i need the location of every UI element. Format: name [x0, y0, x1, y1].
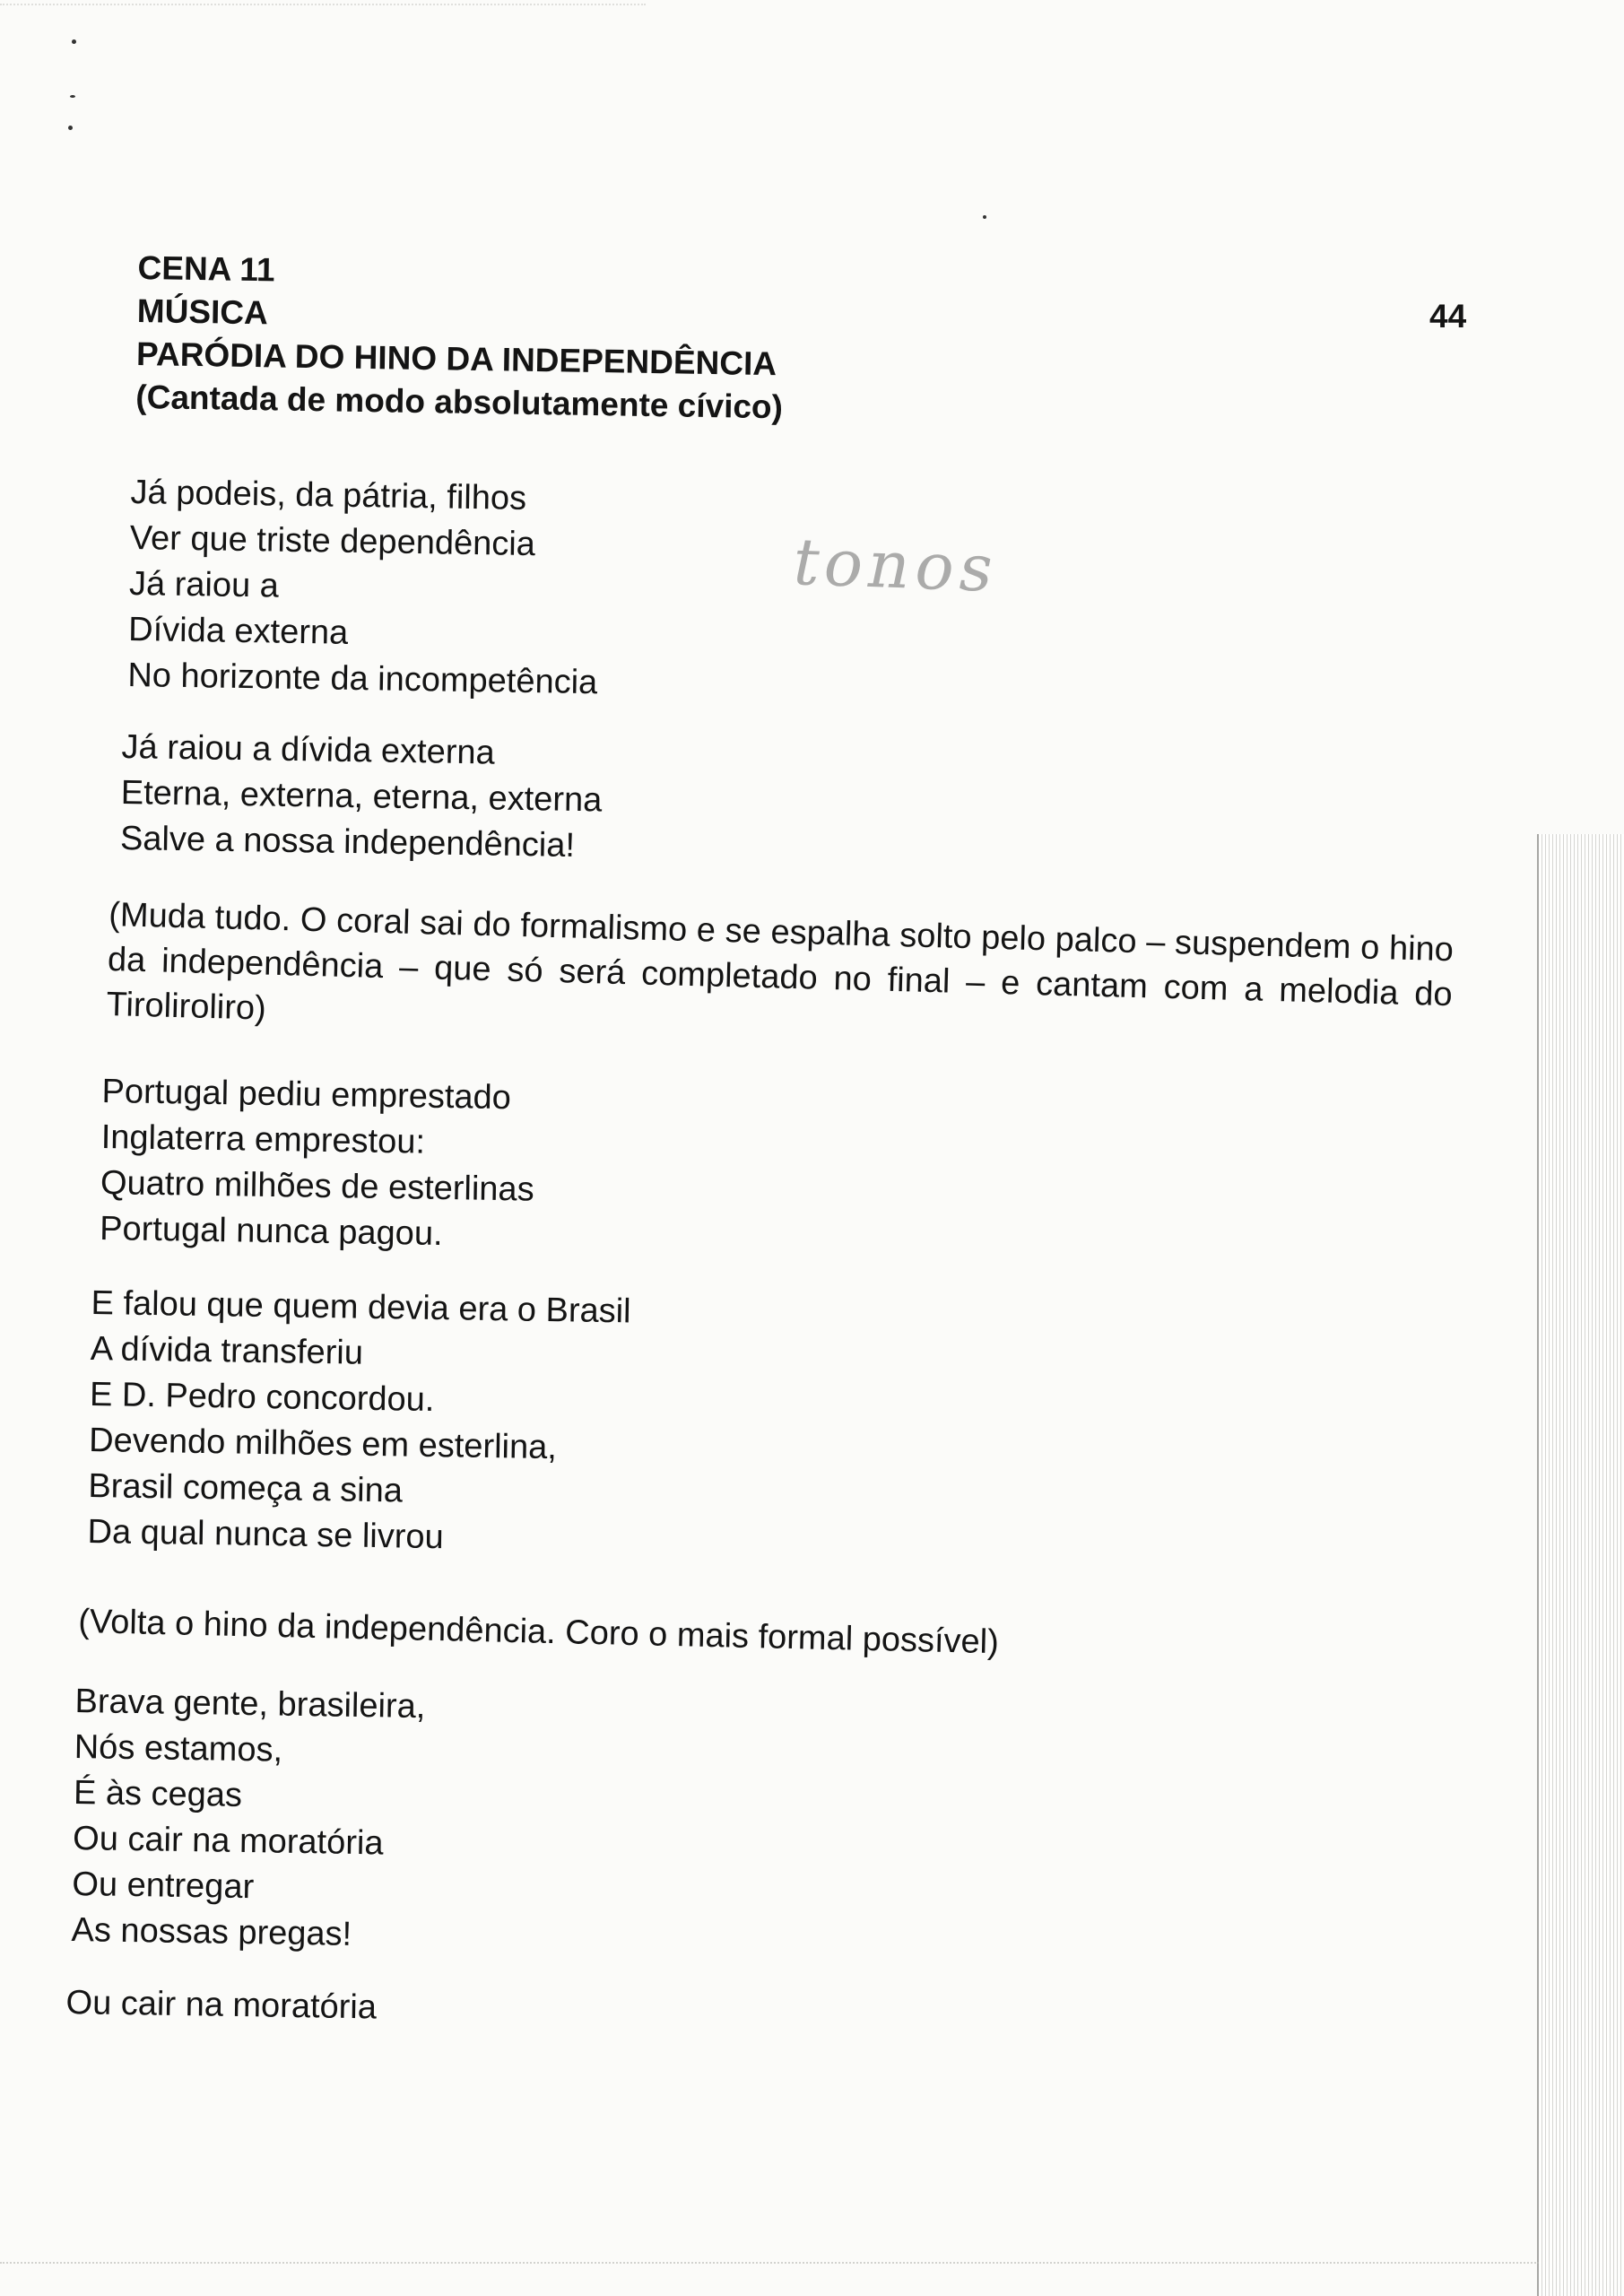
- lyric-line: Ou cair na moratória: [72, 1819, 384, 1863]
- stage-direction-1: (Muda tudo. O coral sai do formalismo e se espalha solto pelo palco – suspendem o hino da independência – que só será completado no final – e cantam com a melodia do Tiroliroliro): [106, 895, 1455, 1028]
- stage-direction-2: (Volta o hino da independência. Coro o mais formal possível): [77, 1602, 1000, 1662]
- lyric-line: No horizonte da incompetência: [127, 656, 598, 702]
- page-number: 44: [1429, 298, 1467, 335]
- scan-speck: [70, 95, 75, 98]
- scan-speck: [983, 215, 986, 219]
- stanza-5: [71, 1679, 426, 1959]
- lyric-line: Ou cair na moratória: [65, 1983, 378, 2027]
- lyric-line: Eterna, externa, eterna, externa: [120, 773, 603, 820]
- lyric-line: Portugal nunca pagou.: [99, 1209, 443, 1253]
- lyric-line: Devendo milhões em esterlina,: [88, 1421, 558, 1467]
- scan-edge-top: [0, 4, 646, 5]
- scan-edge-bottom: [0, 2262, 1539, 2264]
- lyric-line: Portugal pediu emprestado: [101, 1072, 512, 1118]
- lyric-line: A dívida transferiu: [90, 1329, 364, 1372]
- lyric-line: E falou que quem devia era o Brasil: [91, 1283, 631, 1331]
- lyric-line: Brasil começa a sina: [88, 1466, 404, 1510]
- lyric-line: Já podeis, da pátria, filhos: [130, 473, 527, 517]
- lyric-line: Nós estamos,: [74, 1727, 283, 1770]
- lyric-line: Já raiou a dívida externa: [121, 727, 496, 772]
- lyric-line: Inglaterra emprestou:: [100, 1118, 426, 1161]
- lyric-line: As nossas pregas!: [71, 1910, 352, 1953]
- stanza-1: [127, 470, 601, 706]
- scan-edge-right: [1537, 834, 1624, 2296]
- lyric-line: E D. Pedro concordou.: [89, 1375, 435, 1420]
- lyric-line: É às cegas: [73, 1773, 243, 1814]
- handwritten-note: tonos: [786, 524, 1007, 606]
- song-title: PARÓDIA DO HINO DA INDEPENDÊNCIA: [135, 335, 777, 383]
- scan-speck: [68, 126, 73, 130]
- stanza-6: [65, 1980, 377, 2031]
- lyric-line: Quatro milhões de esterlinas: [100, 1163, 534, 1209]
- lyric-line: Da qual nunca se livrou: [87, 1512, 445, 1557]
- scan-speck: [72, 39, 76, 44]
- song-subtitle: (Cantada de modo absolutamente cívico): [135, 378, 784, 426]
- lyric-line: Brava gente, brasileira,: [74, 1682, 426, 1726]
- stanza-4: [87, 1281, 631, 1563]
- lyric-line: Já raiou a: [128, 564, 280, 605]
- lyric-line: Salve a nossa independência!: [119, 819, 576, 865]
- stanza-2: [120, 725, 604, 869]
- music-label: MÚSICA: [136, 291, 269, 332]
- stanza-3: [100, 1069, 536, 1259]
- scene-header: [135, 247, 786, 429]
- lyric-line: Ou entregar: [72, 1865, 255, 1907]
- scene-label: CENA 11: [137, 248, 275, 289]
- lyric-line: Dívida externa: [127, 610, 349, 652]
- lyric-line: Ver que triste dependência: [129, 518, 536, 564]
